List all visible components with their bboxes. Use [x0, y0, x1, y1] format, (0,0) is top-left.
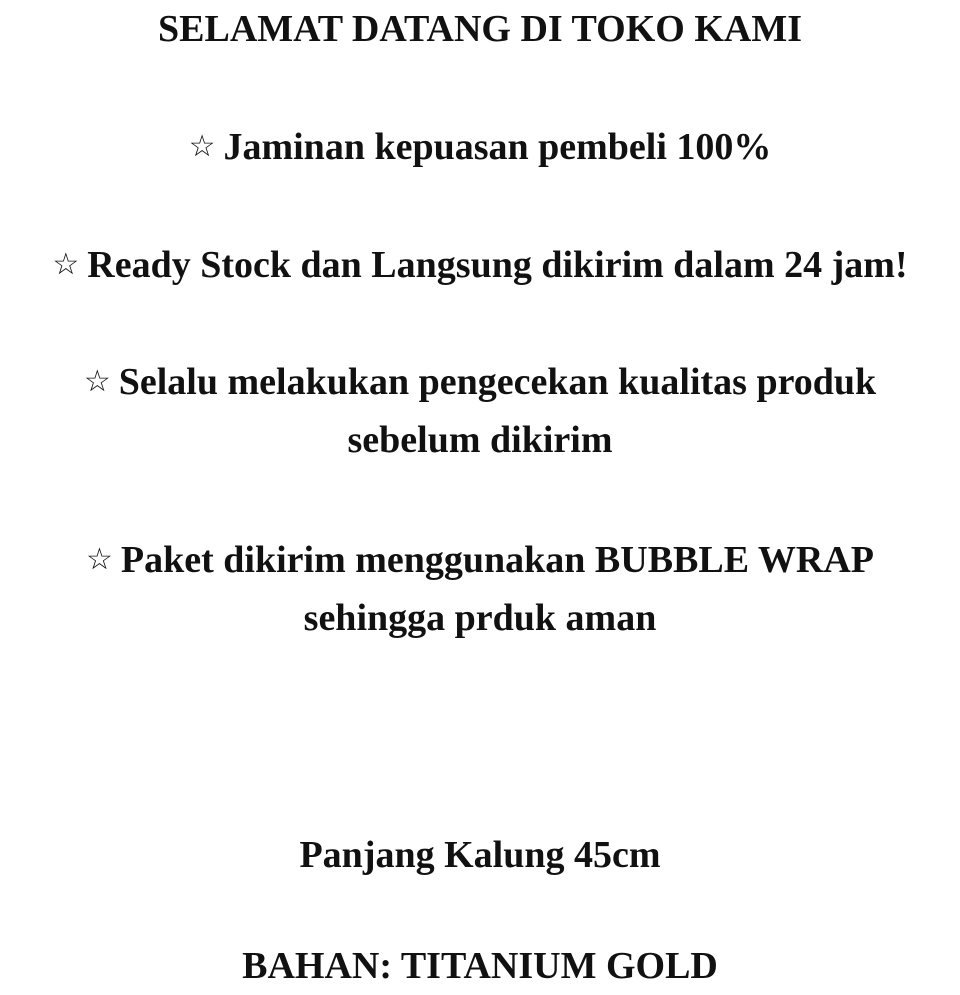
feature-text: Jaminan kepuasan pembeli 100%: [223, 126, 772, 168]
material-spec-text: BAHAN: TITANIUM GOLD: [242, 945, 718, 987]
product-spec: [0, 826, 960, 884]
feature-text-cont: sebelum dikirim: [347, 419, 613, 461]
feature-item-satisfaction: [0, 118, 960, 179]
material-spec: [0, 937, 960, 995]
star-icon: ☆: [188, 129, 216, 164]
feature-item-quality-check: [0, 353, 960, 414]
feature-text: Ready Stock dan Langsung dikirim dalam 24 jam!: [87, 244, 908, 286]
feature-text: Selalu melakukan pengecekan kualitas produk: [118, 361, 877, 403]
product-spec-text: Panjang Kalung 45cm: [299, 834, 661, 876]
feature-item-ready-stock: [0, 236, 960, 297]
feature-item-quality-check-cont: [0, 411, 960, 469]
welcome-heading: [0, 0, 960, 58]
feature-item-bubble-wrap: [0, 531, 960, 592]
heading-text: SELAMAT DATANG DI TOKO KAMI: [158, 8, 802, 50]
star-icon: ☆: [83, 364, 111, 399]
feature-item-bubble-wrap-cont: [0, 589, 960, 647]
feature-text-cont: sehingga prduk aman: [303, 597, 657, 639]
star-icon: ☆: [85, 542, 113, 577]
star-icon: ☆: [52, 247, 80, 282]
feature-text: Paket dikirim menggunakan BUBBLE WRAP: [120, 539, 874, 581]
